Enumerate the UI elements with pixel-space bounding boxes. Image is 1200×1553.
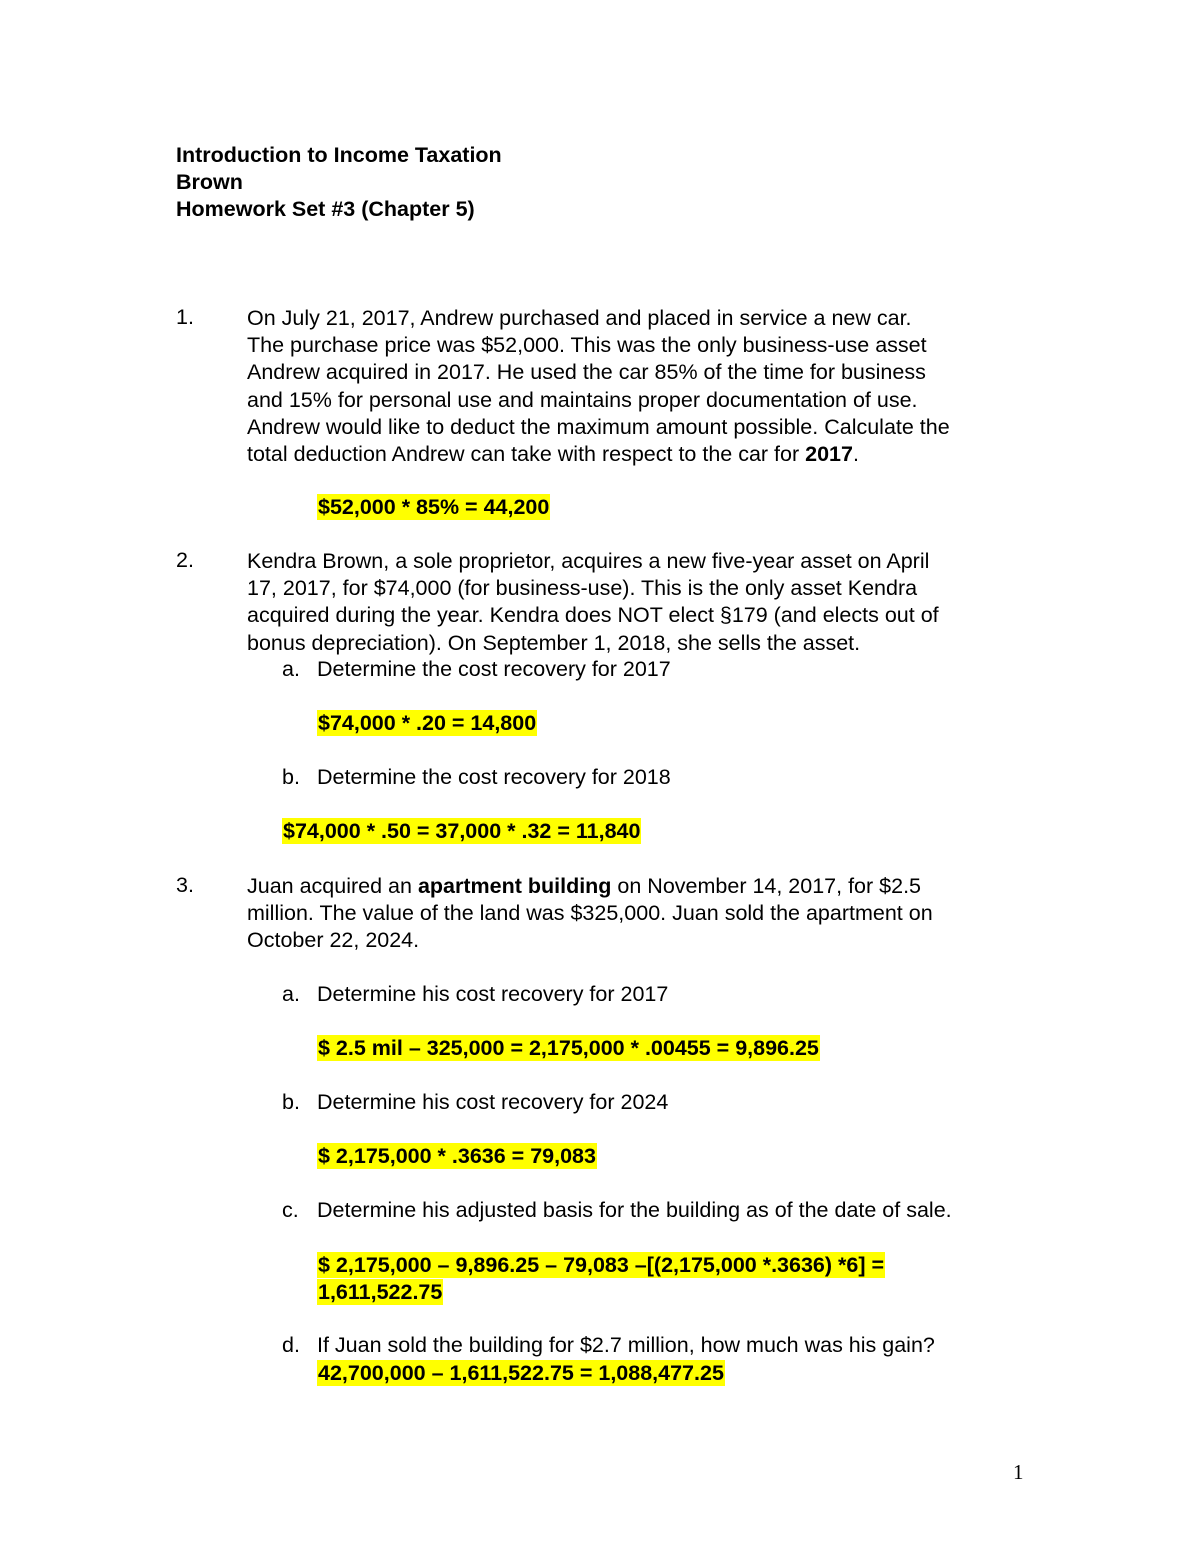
- question-2-number: 2.: [176, 548, 194, 572]
- question-2a-answer: [317, 710, 537, 737]
- question-3c-text: Determine his adjusted basis for the building as of the date of sale.: [317, 1198, 952, 1222]
- question-3-line-1: [247, 873, 1037, 900]
- question-3-bold-term: apartment building: [417, 874, 612, 898]
- question-2a-answer-highlight: $74,000 * .20 = 14,800: [318, 711, 537, 735]
- question-3d-answer-highlight: 42,700,000 – 1,611,522.75 = 1,088,477.25: [318, 1361, 724, 1385]
- question-2b-label: b.: [282, 765, 300, 789]
- question-2b-answer-highlight: $74,000 * .50 = 37,000 * .32 = 11,840: [283, 819, 641, 843]
- instructor-name: Brown: [176, 170, 243, 194]
- page-number: 1: [1013, 1460, 1024, 1484]
- question-3-line-2: million. The value of the land was $325,000. Juan sold the apartment on: [247, 901, 933, 926]
- question-1-number: 1.: [176, 305, 194, 329]
- question-3d-text: If Juan sold the building for $2.7 million, how much was his gain?: [317, 1333, 935, 1357]
- question-3a-text: Determine his cost recovery for 2017: [317, 982, 669, 1006]
- question-3-number: 3.: [176, 873, 194, 897]
- question-1-period: .: [852, 442, 859, 467]
- question-3b-answer-highlight: $ 2,175,000 * .3636 = 79,083: [318, 1144, 596, 1168]
- question-2a-text: Determine the cost recovery for 2017: [317, 657, 671, 681]
- question-3c-answer-line-1: [317, 1252, 885, 1279]
- question-3c-answer: [317, 1252, 885, 1306]
- question-3c-answer-line-2: [317, 1279, 885, 1306]
- question-2-text: [247, 548, 1037, 657]
- question-3c-label: c.: [282, 1198, 299, 1222]
- question-1-line: The purchase price was $52,000. This was the only business-use asset: [247, 333, 927, 358]
- question-2-line: bonus depreciation). On September 1, 2018, she sells the asset.: [247, 630, 861, 655]
- question-3a-answer-highlight: $ 2.5 mil – 325,000 = 2,175,000 * .00455 = 9,896.25: [318, 1036, 819, 1060]
- question-3c-answer-highlight: $ 2,175,000 – 9,896.25 – 79,083 –[(2,175,000 *.3636) *6] =: [318, 1253, 885, 1277]
- question-3-line-1-pre: Juan acquired an: [247, 874, 418, 898]
- question-2-line: 17, 2017, for $74,000 (for business-use). This is the only asset Kendra: [247, 576, 918, 601]
- question-3-line-1-post: on November 14, 2017, for $2.5: [611, 874, 921, 898]
- question-1-line: Andrew would like to deduct the maximum amount possible. Calculate the: [247, 414, 950, 439]
- question-3d-answer: [317, 1360, 725, 1387]
- question-2-line: acquired during the year. Kendra does NOT elect §179 (and elects out of: [247, 603, 939, 628]
- question-2b-text: Determine the cost recovery for 2018: [317, 765, 671, 789]
- question-1-line: Andrew acquired in 2017. He used the car 85% of the time for business: [247, 360, 926, 385]
- question-1-text: [247, 305, 1037, 468]
- question-2-line: Kendra Brown, a sole proprietor, acquires a new five-year asset on April: [247, 549, 930, 573]
- question-3a-answer: [317, 1035, 820, 1062]
- question-1-answer: [317, 494, 550, 521]
- question-2a-label: a.: [282, 657, 300, 681]
- question-1-line: On July 21, 2017, Andrew purchased and placed in service a new car.: [247, 306, 912, 330]
- question-3d-label: d.: [282, 1333, 300, 1357]
- question-1-year-bold: 2017: [805, 442, 853, 467]
- course-title: Introduction to Income Taxation: [176, 143, 502, 167]
- document-header: [176, 142, 502, 223]
- question-1-line: and 15% for personal use and maintains proper documentation of use.: [247, 387, 918, 412]
- question-3-text: [247, 873, 1037, 955]
- homework-set-title: Homework Set #3 (Chapter 5): [176, 197, 475, 221]
- question-3b-label: b.: [282, 1090, 300, 1114]
- question-1-line-last: [247, 441, 1037, 468]
- question-1-answer-highlight: $52,000 * 85% = 44,200: [318, 495, 550, 519]
- question-3a-label: a.: [282, 982, 300, 1006]
- question-3c-answer-highlight: 1,611,522.75: [318, 1280, 443, 1305]
- question-3-line-3: October 22, 2024.: [247, 928, 420, 953]
- question-3b-answer: [317, 1143, 597, 1170]
- question-1-line-text: total deduction Andrew can take with respect to the car for: [247, 442, 806, 467]
- question-3b-text: Determine his cost recovery for 2024: [317, 1090, 669, 1114]
- question-2b-answer: [282, 818, 641, 845]
